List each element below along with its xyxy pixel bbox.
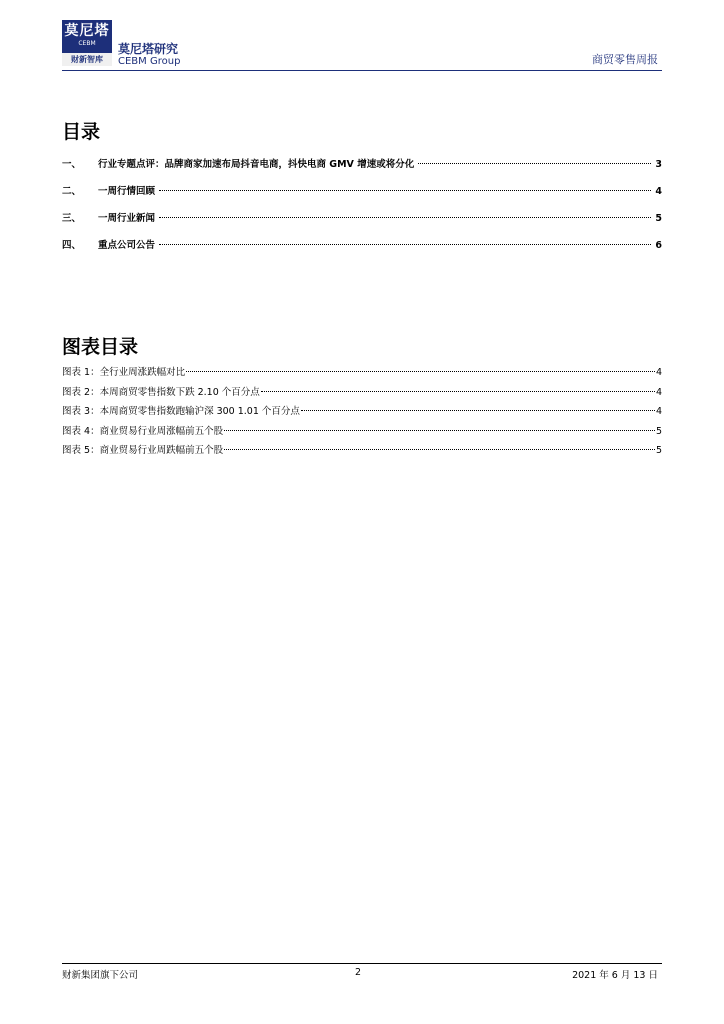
toc-entry-page: 5 [655, 213, 662, 224]
toc-entry-page: 6 [655, 240, 662, 251]
page-number: 2 [355, 967, 362, 978]
footer-company: 财新集团旗下公司 [62, 970, 139, 981]
toc-entry-title: 重点公司公告 [98, 240, 156, 251]
figure-entry[interactable] [62, 442, 662, 462]
figure-entry-title: 图表 3：本周商贸零售指数跑输沪深 300 1.01 个百分点 [62, 406, 300, 417]
figure-entry-title: 图表 4：商业贸易行业周涨幅前五个股 [62, 425, 224, 437]
dot-leader [159, 190, 651, 191]
toc-entry[interactable] [62, 156, 662, 183]
toc-entry-title: 一周行业新闻 [98, 213, 156, 224]
figure-entry-page: 4 [655, 367, 662, 378]
brand-name-en: CEBM Group [118, 56, 181, 67]
toc-entry-number: 三、 [62, 213, 82, 224]
dot-leader [224, 430, 655, 431]
footer-divider [62, 963, 662, 964]
figure-entry-page: 5 [655, 425, 662, 437]
header-divider [62, 70, 662, 71]
figure-entry[interactable] [62, 403, 662, 423]
dot-leader [261, 391, 655, 392]
report-date: 2021 年 6 月 13 日 [572, 970, 658, 981]
toc-entry-page: 3 [655, 159, 662, 170]
report-type: 商贸零售周报 [592, 53, 658, 66]
figure-entry[interactable] [62, 423, 662, 443]
figure-entry[interactable] [62, 384, 662, 404]
toc-entry-title: 一周行情回顾 [98, 186, 156, 197]
toc-entry[interactable] [62, 210, 662, 237]
toc-entry-title: 行业专题点评：品牌商家加速布局抖音电商，抖快电商 GMV 增速或将分化 [98, 159, 415, 170]
figure-entry-title: 图表 2：本周商贸零售指数下跌 2.10 个百分点 [62, 386, 260, 398]
logo-sub-text: CEBM [78, 40, 96, 47]
dot-leader [301, 410, 655, 411]
toc-entry-number: 一、 [62, 159, 82, 170]
dot-leader [418, 163, 651, 164]
brand-name-cn: 莫尼塔研究 [118, 42, 179, 56]
dot-leader [159, 244, 651, 245]
figure-entry-page: 4 [655, 406, 662, 417]
figure-entry-page: 5 [655, 445, 662, 456]
figures-title: 图表目录 [62, 336, 139, 358]
logo-main-text: 莫尼塔 [64, 23, 110, 39]
toc-entry[interactable] [62, 237, 662, 264]
figure-list [62, 364, 662, 462]
toc-list [62, 156, 662, 264]
figure-entry-page: 4 [655, 386, 662, 398]
dot-leader [186, 371, 655, 372]
figure-entry-title: 图表 5：商业贸易行业周跌幅前五个股 [62, 445, 224, 456]
toc-entry-number: 二、 [62, 186, 82, 197]
logo-band-text: 财新智库 [62, 53, 112, 66]
dot-leader [159, 217, 651, 218]
dot-leader [224, 449, 655, 450]
toc-entry[interactable] [62, 183, 662, 210]
toc-entry-page: 4 [655, 186, 662, 197]
figure-entry-title: 图表 1：全行业周涨跌幅对比 [62, 367, 186, 378]
figure-entry[interactable] [62, 364, 662, 384]
toc-title: 目录 [62, 121, 101, 143]
toc-entry-number: 四、 [62, 240, 82, 251]
